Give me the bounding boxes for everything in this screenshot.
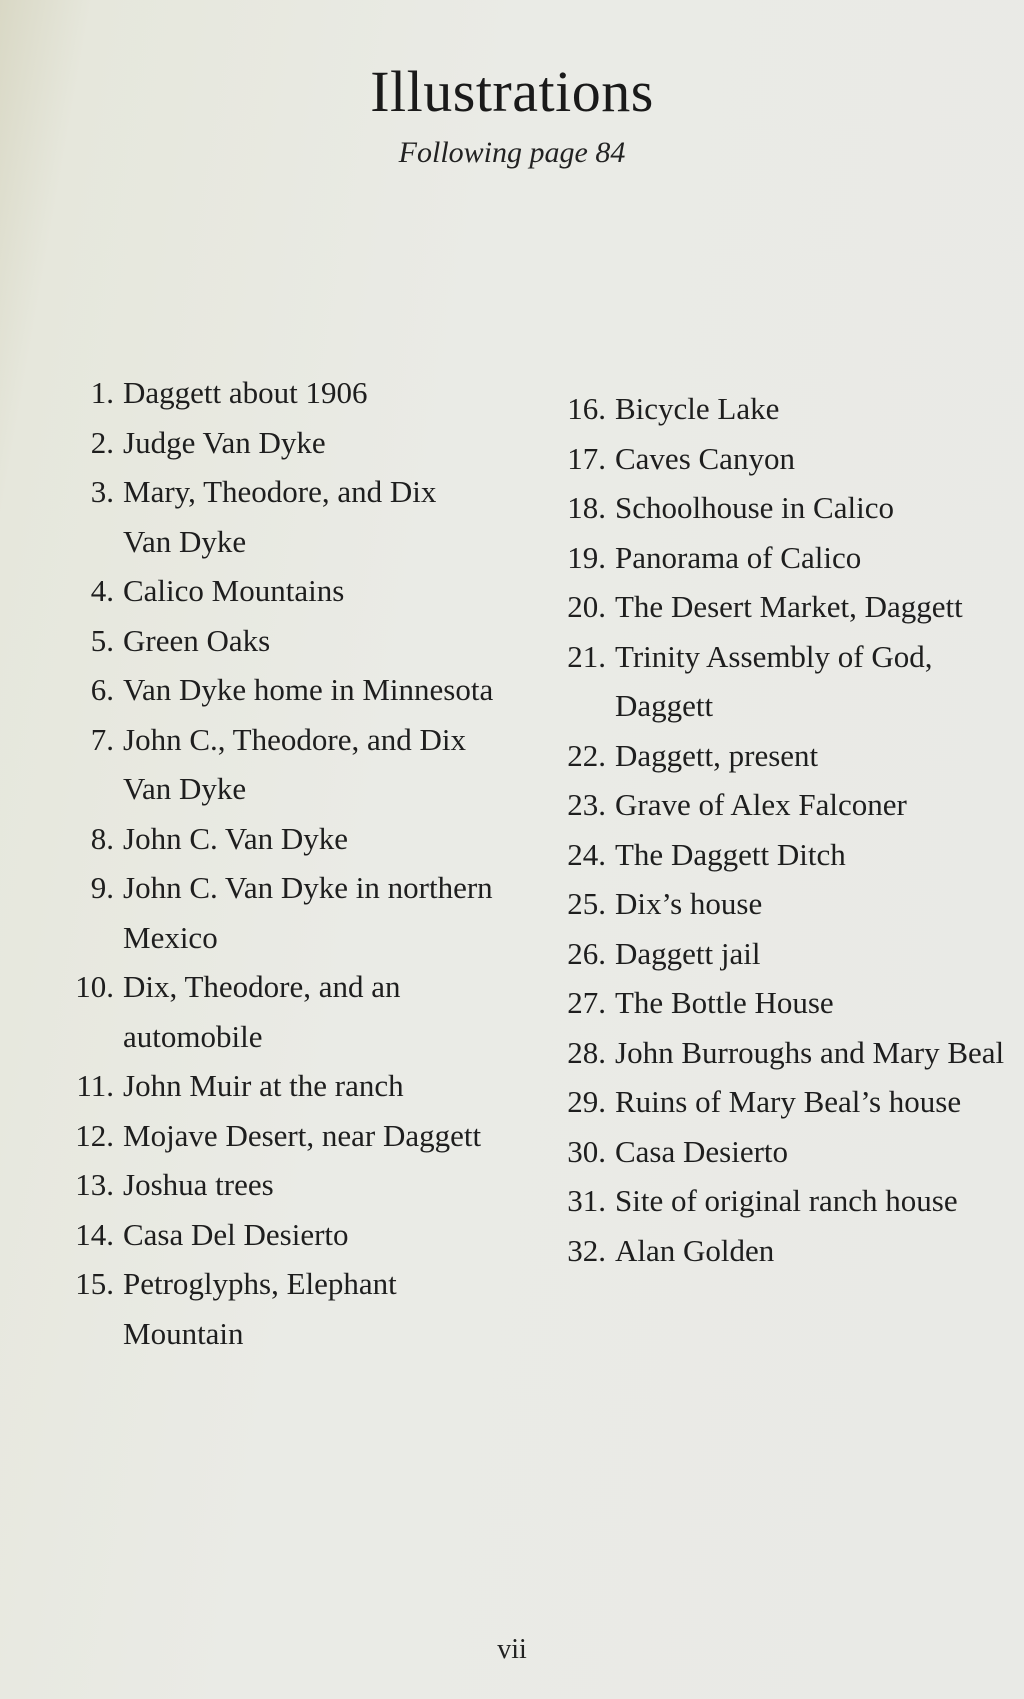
- item-caption: Bicycle Lake: [615, 391, 780, 426]
- item-number: 21.: [567, 638, 606, 674]
- list-item: [62, 1210, 512, 1260]
- item-caption: Caves Canyon: [615, 440, 795, 476]
- list-item: [556, 1077, 1006, 1127]
- list-item: [62, 715, 512, 814]
- item-number: 16.: [567, 391, 606, 426]
- item-caption: Panorama of Calico: [615, 539, 862, 575]
- list-item: [556, 978, 1006, 1028]
- item-number: 20.: [567, 589, 606, 624]
- item-number: 7.: [90, 721, 114, 757]
- list-item: [556, 1028, 1006, 1078]
- item-caption: Joshua trees: [123, 1167, 274, 1202]
- caption-line: Mexico: [123, 919, 218, 955]
- list-item: [62, 665, 512, 715]
- item-caption: John Muir at the ranch: [123, 1068, 404, 1103]
- item-number: 25.: [567, 886, 606, 921]
- item-number: 32.: [567, 1232, 606, 1268]
- list-item: [556, 731, 1006, 781]
- item-caption: Schoolhouse in Calico: [615, 490, 894, 525]
- list-item: [556, 483, 1006, 533]
- item-number: 4.: [90, 573, 114, 608]
- item-caption: John Burroughs and Mary Beal: [615, 1034, 1005, 1070]
- list-item: [556, 434, 1006, 484]
- caption-line: Mary, Theodore, and Dix: [123, 474, 437, 509]
- caption-line: Petroglyphs, Elephant: [123, 1266, 397, 1301]
- item-number: 22.: [567, 737, 606, 773]
- item-number: 3.: [90, 474, 114, 509]
- item-caption: Calico Mountains: [123, 573, 345, 608]
- caption-line: automobile: [123, 1018, 263, 1054]
- item-caption: Ruins of Mary Beal’s house: [615, 1084, 962, 1119]
- list-item: [62, 814, 512, 864]
- item-number: 5.: [90, 622, 114, 658]
- caption-line: Mountain: [123, 1315, 244, 1351]
- item-number: 27.: [567, 985, 606, 1020]
- item-caption: [123, 863, 512, 962]
- caption-line: Van Dyke: [123, 523, 247, 559]
- item-caption: The Bottle House: [615, 985, 834, 1020]
- list-item: [62, 566, 512, 616]
- item-number: 1.: [90, 375, 114, 410]
- item-caption: The Desert Market, Daggett: [615, 589, 963, 624]
- page-title: Illustrations: [370, 59, 654, 124]
- item-caption: Dix’s house: [615, 886, 763, 921]
- caption-line: John C., Theodore, and Dix: [123, 721, 466, 757]
- item-caption: Daggett jail: [615, 935, 761, 971]
- item-number: 31.: [567, 1183, 606, 1218]
- item-number: 18.: [567, 490, 606, 525]
- item-number: 23.: [567, 787, 606, 822]
- list-item: [556, 632, 1006, 731]
- item-caption: Daggett about 1906: [123, 375, 368, 410]
- item-caption: John C. Van Dyke: [123, 820, 349, 856]
- list-item: [62, 1061, 512, 1111]
- item-caption: Judge Van Dyke: [123, 424, 326, 460]
- list-item: [62, 863, 512, 962]
- caption-line: Van Dyke: [123, 771, 247, 806]
- item-caption: [123, 1259, 512, 1358]
- item-number: 8.: [90, 820, 114, 856]
- list-item: [556, 830, 1006, 880]
- list-item: [556, 533, 1006, 583]
- illustration-list-right: [556, 384, 1006, 1275]
- item-number: 24.: [567, 836, 606, 872]
- illustration-list-left: [62, 368, 512, 1358]
- item-caption: The Daggett Ditch: [615, 836, 846, 872]
- item-caption: [123, 715, 512, 814]
- item-number: 15.: [75, 1266, 114, 1301]
- item-caption: Grave of Alex Falconer: [615, 787, 907, 822]
- item-number: 9.: [90, 870, 114, 905]
- item-caption: [615, 632, 1006, 731]
- item-number: 19.: [567, 539, 606, 575]
- page-subtitle: Following page 84: [398, 136, 626, 169]
- list-item: [556, 384, 1006, 434]
- item-number: 29.: [567, 1084, 606, 1119]
- list-item: [556, 879, 1006, 929]
- item-number: 13.: [75, 1167, 114, 1202]
- item-caption: Daggett, present: [615, 737, 819, 773]
- list-item: [556, 929, 1006, 979]
- list-item: [556, 1226, 1006, 1276]
- list-item: [556, 582, 1006, 632]
- item-caption: Alan Golden: [615, 1232, 775, 1268]
- item-caption: Casa Desierto: [615, 1133, 789, 1169]
- list-item: [62, 1259, 512, 1358]
- item-number: 17.: [567, 440, 606, 476]
- item-number: 28.: [567, 1034, 606, 1070]
- item-number: 14.: [75, 1216, 114, 1252]
- caption-line: Daggett: [615, 688, 714, 723]
- item-caption: Mojave Desert, near Daggett: [123, 1117, 482, 1153]
- item-number: 6.: [90, 672, 114, 707]
- item-number: 30.: [567, 1133, 606, 1169]
- list-item: [62, 467, 512, 566]
- item-number: 10.: [75, 969, 114, 1004]
- item-caption: Green Oaks: [123, 622, 271, 658]
- item-number: 2.: [90, 424, 114, 460]
- list-item: [62, 368, 512, 418]
- list-item: [62, 1111, 512, 1161]
- item-caption: Van Dyke home in Minnesota: [123, 672, 494, 707]
- list-item: [62, 418, 512, 468]
- page-number: vii: [497, 1634, 527, 1665]
- caption-line: Dix, Theodore, and an: [123, 969, 401, 1004]
- list-item: [556, 1176, 1006, 1226]
- item-caption: [123, 467, 512, 566]
- item-number: 26.: [567, 935, 606, 971]
- item-caption: [123, 962, 512, 1061]
- list-item: [62, 962, 512, 1061]
- list-item: [62, 1160, 512, 1210]
- list-item: [62, 616, 512, 666]
- caption-line: Trinity Assembly of God,: [615, 638, 933, 674]
- list-item: [556, 1127, 1006, 1177]
- item-number: 12.: [75, 1117, 114, 1153]
- list-item: [556, 780, 1006, 830]
- item-number: 11.: [76, 1068, 114, 1103]
- item-caption: Site of original ranch house: [615, 1183, 958, 1218]
- caption-line: John C. Van Dyke in northern: [123, 870, 493, 905]
- item-caption: Casa Del Desierto: [123, 1216, 349, 1252]
